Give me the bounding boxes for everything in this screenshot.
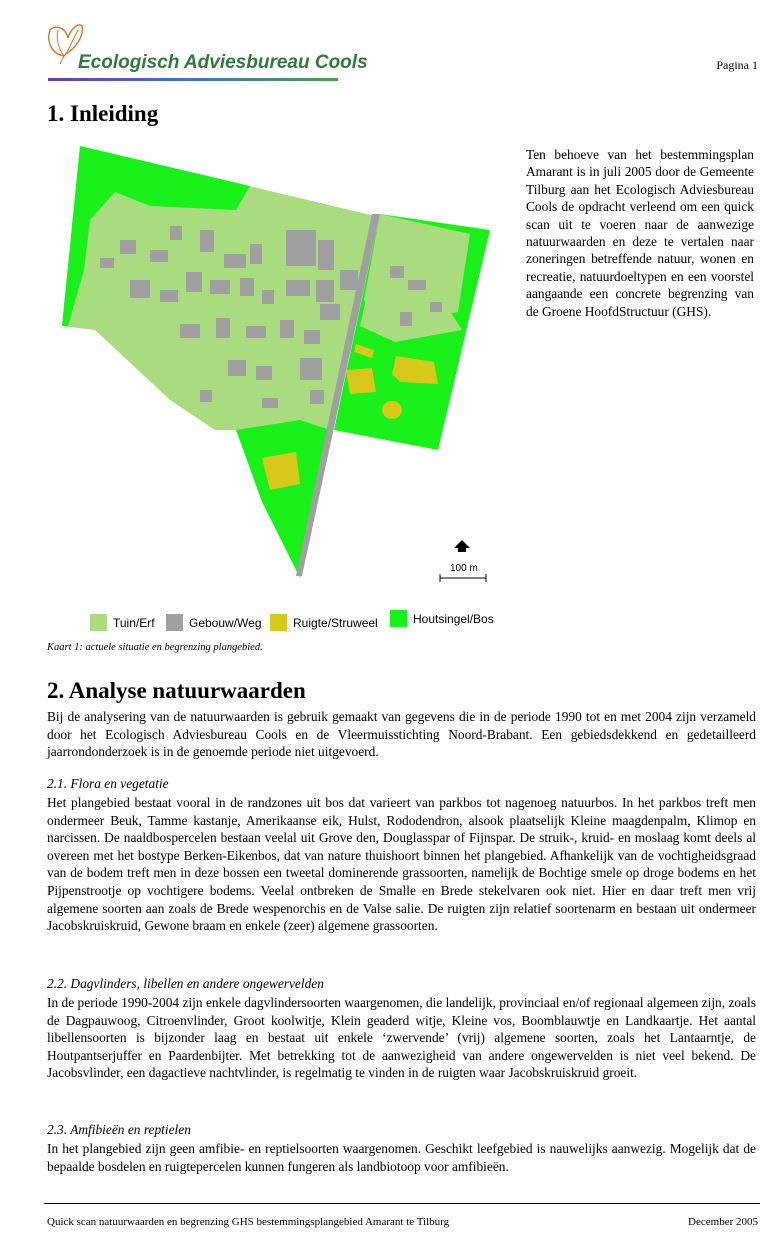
footer-date: December 2005	[688, 1216, 758, 1228]
legend-label: Tuin/Erf	[113, 615, 155, 630]
legend-item-ruigte	[270, 614, 378, 631]
legend-swatch	[270, 614, 287, 631]
plan-area-map	[0, 130, 560, 630]
scale-label: 100 m	[450, 563, 478, 574]
logo-text: Ecologisch Adviesbureau Cools	[78, 52, 368, 73]
subheading-dagvlinders: 2.2. Dagvlinders, libellen en andere ongewervelden	[47, 976, 324, 991]
analysis-intro: Bij de analysering van de natuurwaarden is gebruik gemaakt van gegevens die in de periode 1990 tot en met 2004 zijn verzameld door het Ecologisch Adviesbureau Cools en de Vleermuisstichting Noord-Brabant. Een gebiedsdekkend en gedetailleerd jaarrondonderzoek is in de genoemde periode niet uitgevoerd.	[47, 709, 756, 760]
legend-swatch	[90, 614, 107, 631]
flora-paragraph: Het plangebied bestaat vooral in de randzones uit bos dat varieert van parkbos tot nagenoeg natuurbos. In het parkbos treft men ondermeer Beuk, Tamme kastanje, Amerikaanse eik, Hulst, Rododendron, alsook plaatselijk Kleine maagdenpalm, Klimop en narcissen. De naaldbospercelen bestaan veelal uit Grove den, Douglasspar of Fijnspar. De struik-, kruid- en moslaag komt deels al overeen met het bostype Berken-Eikenbos, dat van nature thuishoort binnen het plangebied. Afhankelijk van de vochtigheidsgraad van de bodem treft men in deze bossen een tweetal dominerende grassoorten, namelijk de Bochtige smele op droge bodems en het Pijpenstrootje op vochtigere bodems. Veelal ontbreken de Smalle en Brede stekelvaren ook niet. Hier en daar treft men vrij algemene soorten aan zoals de Brede wespenorchis en de Valse salie. De ruigten zijn relatief soortenarm en bestaan uit ondermeer Jacobskruiskruid, Gewone braam en enkele (zeer) algemene grassoorten.	[47, 795, 756, 934]
amfibieen-paragraph: In het plangebied zijn geen amfibie- en reptielsoorten waargenomen. Geschikt leefgebied is nauwelijks aanwezig. Mogelijk dat de bepaalde bosdelen en ruigtepercelen kunnen fungeren als landbiotoop voor amfibieën.	[47, 1141, 756, 1174]
north-arrow-icon	[454, 540, 470, 552]
company-logo	[44, 20, 368, 84]
intro-paragraph: Ten behoeve van het bestemmingsplan Amarant is in juli 2005 door de Gemeente Tilburg aan het Ecologisch Adviesbureau Cools de opdracht verleend om een quick scan uit te voeren naar de aanwezige natuurwaarden en deze te vertalen naar zoneringen betreffende natuur, wonen en recreatie, natuurdoeltypen en een voorstel aangaande een concrete begrenzing van de Groene HoofdStructuur (GHS).	[526, 147, 754, 319]
map-caption: Kaart 1: actuele situatie en begrenzing plangebied.	[47, 642, 263, 653]
legend-item-gebouw	[166, 614, 262, 631]
subheading-flora: 2.1. Flora en vegetatie	[47, 776, 169, 791]
section-heading-inleiding: 1. Inleiding	[47, 101, 159, 126]
dagvlinders-paragraph: In de periode 1990-2004 zijn enkele dagvlindersoorten waargenomen, die landelijk, provinciaal en/of regionaal algemeen zijn, zoals de Dagpauwoog, Citroenvlinder, Groot koolwitje, Klein geaderd witje, Kleine vos, Boomblauwtje en Landkaartje. Het aantal libellensoorten is bijzonder laag en bestaat uit enkele ‘zwervende’ (vrij) algemene soorten, zoals het Lantaarntje, de Houtpantserjuffer en Paardenbijter. Met betrekking tot de aanwezigheid van andere ongewervelden is niet veel bekend. De Jacobsvlinder, een dagactieve nachtvlinder, is regelmatig te vinden in de ruigten waar Jacobskruiskruid groeit.	[47, 995, 756, 1081]
subheading-amfibieen: 2.3. Amfibieën en reptielen	[47, 1122, 191, 1137]
legend-label: Ruigte/Struweel	[293, 615, 378, 630]
footer-divider	[44, 1203, 760, 1204]
legend-swatch	[166, 614, 183, 631]
legend-label: Gebouw/Weg	[189, 615, 262, 630]
legend-item-bos	[390, 610, 494, 627]
section-heading-analyse: 2. Analyse natuurwaarden	[47, 678, 306, 703]
page-number: Pagina 1	[716, 58, 758, 72]
legend-swatch	[390, 610, 407, 627]
legend-item-tuin	[90, 614, 155, 631]
legend-label: Houtsingel/Bos	[413, 611, 494, 626]
footer-title: Quick scan natuurwaarden en begrenzing GHS bestemmingsplangebied Amarant te Tilburg	[47, 1216, 450, 1228]
logo-underline	[48, 78, 338, 81]
map-scale-bar	[440, 540, 486, 582]
